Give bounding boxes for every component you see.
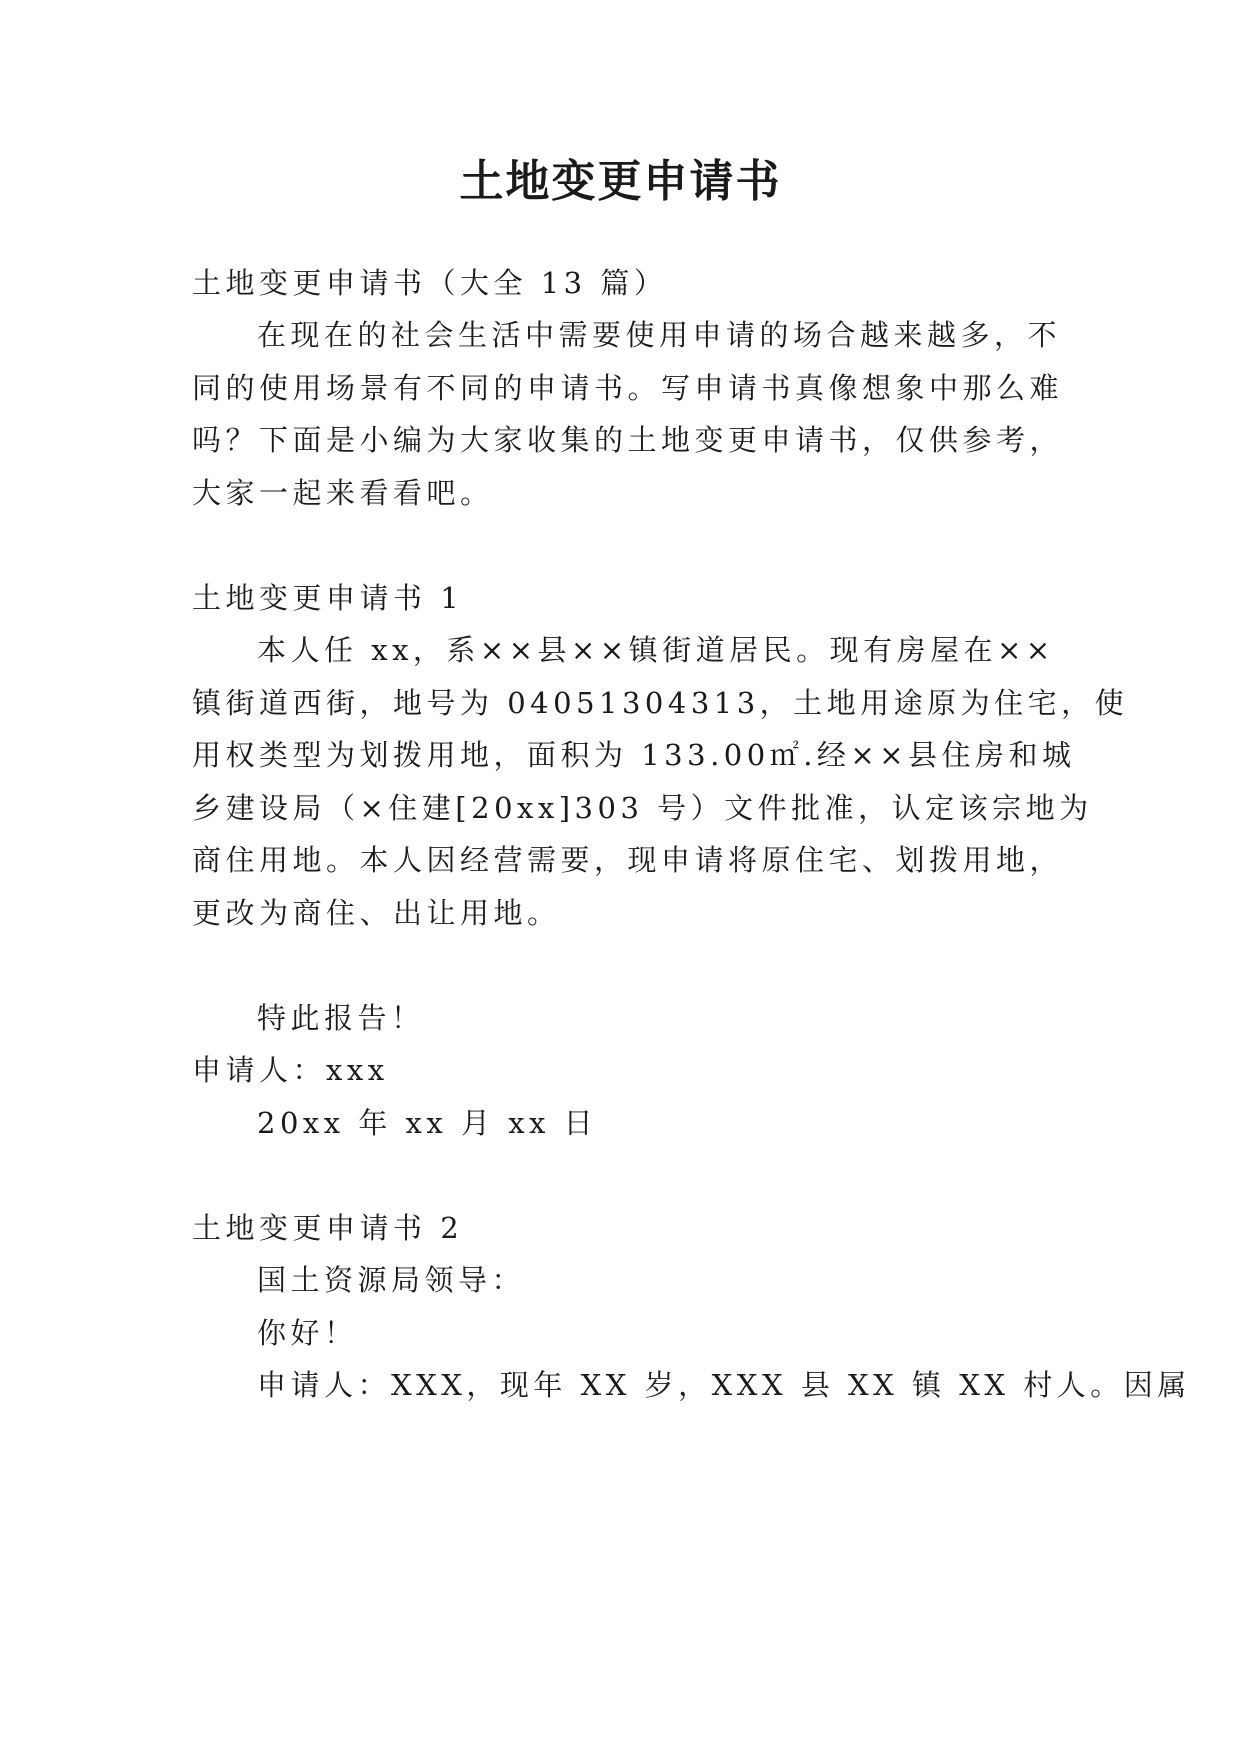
section-1-applicant: 申请人：xxx: [192, 1053, 389, 1087]
intro-line: 吗？下面是小编为大家收集的土地变更申请书，仅供参考，: [192, 423, 1064, 457]
intro-line: 大家一起来看看吧。: [192, 476, 494, 510]
section-2-heading: 土地变更申请书 2: [192, 1211, 464, 1245]
section-1-body-line: 用权类型为划拨用地，面积为 133.00㎡.经××县住房和城: [192, 738, 1076, 772]
intro-line: 同的使用场景有不同的申请书。写申请书真像想象中那么难: [192, 371, 1064, 405]
section-2-salutation: 国土资源局领导：: [257, 1263, 526, 1297]
section-2-greeting: 你好！: [257, 1316, 358, 1350]
section-1-body-line: 商住用地。本人因经营需要，现申请将原住宅、划拨用地，: [192, 843, 1064, 877]
document-title: 土地变更申请书: [459, 156, 782, 207]
section-1-body-line: 镇街道西街，地号为 04051304313，土地用途原为住宅，使: [192, 686, 1129, 720]
section-2-body-line: 申请人：XXX，现年 XX 岁，XXX 县 XX 镇 XX 村人。因属: [257, 1368, 1191, 1402]
intro-line: 在现在的社会生活中需要使用申请的场合越来越多，不: [257, 318, 1062, 352]
section-1-closing: 特此报告！: [257, 1001, 425, 1035]
section-1-date: 20xx 年 xx 月 xx 日: [257, 1106, 598, 1140]
section-1-body-line: 本人任 xx，系××县××镇街道居民。现有房屋在××: [257, 633, 1055, 667]
document-subtitle: 土地变更申请书（大全 13 篇）: [192, 266, 668, 300]
section-1-body-line: 更改为商住、出让用地。: [192, 896, 561, 930]
section-1-heading: 土地变更申请书 1: [192, 581, 464, 615]
section-1-body-line: 乡建设局（×住建[20xx]303 号）文件批准，认定该宗地为: [192, 791, 1093, 825]
